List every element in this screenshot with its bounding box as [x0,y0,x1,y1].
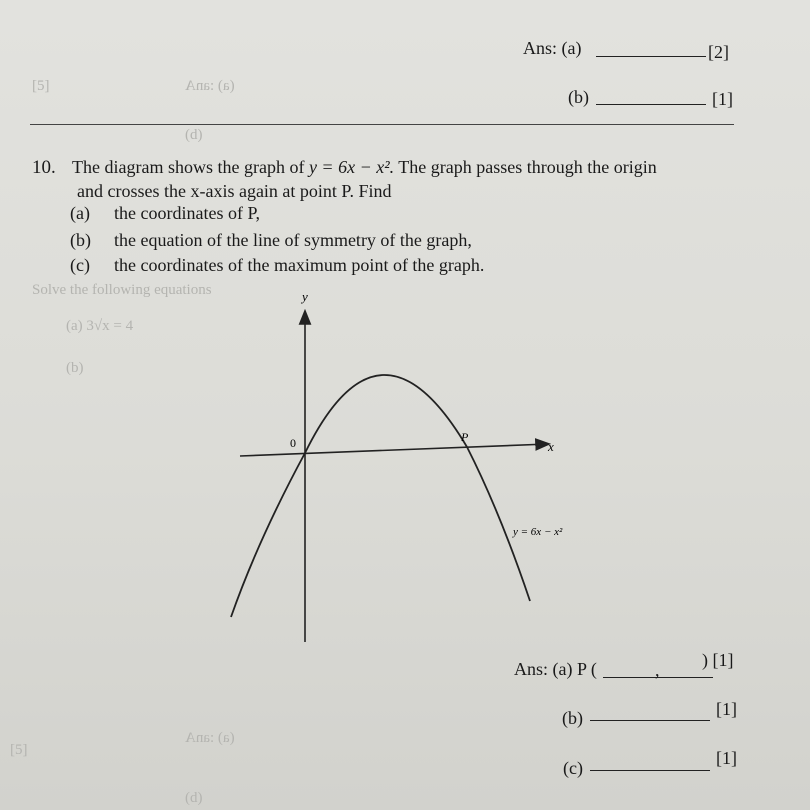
bleed-text: [5] [32,78,50,94]
bleed-text: (a) 3√x = 4 [66,318,134,334]
question-text: The graph passes through the origin [394,157,657,177]
answer-b-label: (b) [568,87,589,107]
bleed-text: [5] [10,742,28,758]
question-number: 10. [32,157,56,178]
answer-10b-label: (b) [562,708,583,728]
part-b-label: (b) [70,230,91,250]
answer-10a-label: Ans: (a) P ( [514,659,597,679]
x-axis [240,444,548,456]
part-a-text: the coordinates of P, [114,203,260,223]
part-b-text: the equation of the line of symmetry of the graph, [114,230,472,250]
bleed-text: (b) [66,360,84,376]
answer-b-marks: [1] [712,89,733,109]
question-text: The diagram shows the graph of [72,157,309,177]
bleed-text: (a) :anA [185,78,235,94]
answer-10c-label: (c) [563,758,583,778]
question-line-2: and crosses the x-axis again at point P. Find [77,181,392,201]
answer-10a-marks: ) [1] [702,650,734,670]
answer-10c-marks: [1] [716,748,737,768]
answer-10a-comma: , [655,660,660,680]
x-axis-label: x [548,439,554,454]
bleed-text: (d) [185,790,203,806]
point-p-label: P [461,430,469,444]
y-axis-label: y [302,289,308,304]
origin-label: 0 [290,436,296,450]
parabola-curve [231,375,530,617]
part-c-label: (c) [70,255,90,275]
bleed-text: (d) [185,127,203,143]
answer-a-label: Ans: (a) [523,38,582,58]
answer-10b-marks: [1] [716,699,737,719]
bleed-text: Solve the following equations [32,282,212,298]
curve-label: y = 6x − x² [513,526,563,538]
answer-10b-line[interactable] [590,720,710,721]
answer-10c-line[interactable] [590,770,710,771]
bleed-text: (a) :anA [185,730,235,746]
part-c-text: the coordinates of the maximum point of the graph. [114,255,485,275]
part-a-label: (a) [70,203,90,223]
equation-text: y = 6x − x². [308,157,395,177]
answer-a-marks: [2] [708,42,729,62]
